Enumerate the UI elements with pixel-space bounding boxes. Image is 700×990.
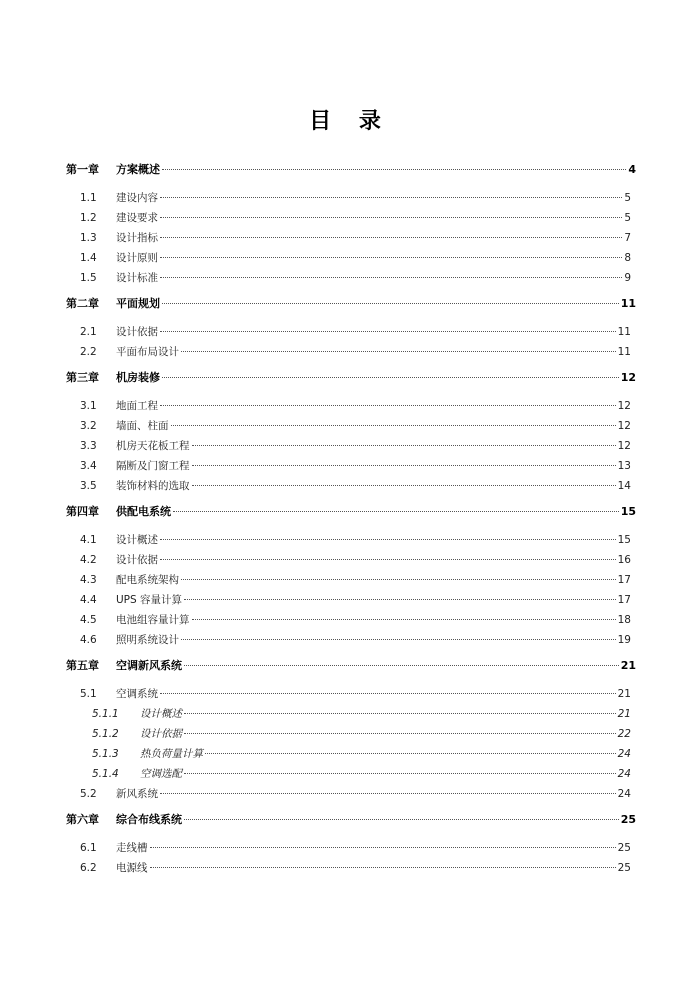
toc-entry-section[interactable] bbox=[80, 439, 631, 453]
toc-entry-label: 设计标准 bbox=[116, 272, 158, 284]
toc-entry-label: 热负荷量计算 bbox=[140, 748, 203, 760]
toc-entry-number: 4.1 bbox=[80, 534, 97, 546]
toc-entry-page-number: 12 bbox=[620, 371, 636, 384]
toc-entry-page-number: 21 bbox=[620, 659, 636, 672]
dot-leader bbox=[160, 793, 616, 794]
toc-entry-page-number: 5 bbox=[624, 212, 631, 224]
dot-leader bbox=[181, 639, 616, 640]
toc-entry-number: 3.4 bbox=[80, 460, 97, 472]
dot-leader bbox=[192, 445, 616, 446]
toc-entry-label: 照明系统设计 bbox=[116, 634, 179, 646]
toc-entry-page-number: 8 bbox=[624, 252, 631, 264]
toc-entry-number: 第二章 bbox=[66, 297, 99, 310]
toc-entry-page-number: 13 bbox=[617, 460, 631, 472]
toc-entry-page-number: 21 bbox=[617, 708, 631, 720]
toc-entry-section[interactable] bbox=[80, 787, 631, 801]
toc-entry-section[interactable] bbox=[80, 191, 631, 205]
dot-leader bbox=[184, 599, 616, 600]
toc-entry-page-number: 24 bbox=[617, 748, 631, 760]
toc-entry-label: 机房装修 bbox=[116, 371, 160, 384]
dot-leader bbox=[184, 733, 616, 734]
toc-entry-number: 5.1.1 bbox=[92, 708, 119, 720]
toc-entry-section[interactable] bbox=[80, 613, 631, 627]
toc-entry-chapter[interactable] bbox=[66, 505, 636, 519]
toc-entry-number: 2.1 bbox=[80, 326, 97, 338]
toc-entry-label: 综合布线系统 bbox=[116, 813, 182, 826]
dot-leader bbox=[184, 773, 616, 774]
toc-entry-page-number: 24 bbox=[617, 788, 631, 800]
toc-entry-number: 1.4 bbox=[80, 252, 97, 264]
toc-entry-section[interactable] bbox=[80, 211, 631, 225]
toc-entry-page-number: 12 bbox=[617, 400, 631, 412]
toc-entry-label: 墙面、柱面 bbox=[116, 420, 169, 432]
toc-entry-page-number: 12 bbox=[617, 420, 631, 432]
toc-entry-chapter[interactable] bbox=[66, 297, 636, 311]
toc-entry-number: 1.1 bbox=[80, 192, 97, 204]
toc-entry-number: 第四章 bbox=[66, 505, 99, 518]
toc-entry-number: 3.1 bbox=[80, 400, 97, 412]
toc-entry-number: 4.3 bbox=[80, 574, 97, 586]
toc-entry-label: 方案概述 bbox=[116, 163, 160, 176]
dot-leader bbox=[160, 217, 622, 218]
toc-entry-subsection[interactable] bbox=[92, 747, 631, 761]
toc-entry-label: 空调系统 bbox=[116, 688, 158, 700]
toc-entry-page-number: 18 bbox=[617, 614, 631, 626]
toc-entry-section[interactable] bbox=[80, 251, 631, 265]
toc-entry-page-number: 7 bbox=[624, 232, 631, 244]
toc-entry-label: UPS 容量计算 bbox=[116, 594, 183, 606]
toc-entry-page-number: 16 bbox=[617, 554, 631, 566]
toc-entry-chapter[interactable] bbox=[66, 813, 636, 827]
toc-entry-page-number: 12 bbox=[617, 440, 631, 452]
toc-entry-number: 第六章 bbox=[66, 813, 99, 826]
toc-entry-section[interactable] bbox=[80, 419, 631, 433]
toc-entry-number: 1.2 bbox=[80, 212, 97, 224]
dot-leader bbox=[160, 693, 616, 694]
toc-entry-page-number: 22 bbox=[617, 728, 631, 740]
toc-entry-chapter[interactable] bbox=[66, 659, 636, 673]
toc-entry-page-number: 25 bbox=[617, 842, 631, 854]
toc-entry-page-number: 25 bbox=[617, 862, 631, 874]
toc-entry-page-number: 14 bbox=[617, 480, 631, 492]
toc-entry-number: 5.1.2 bbox=[92, 728, 119, 740]
dot-leader bbox=[162, 303, 619, 304]
toc-entry-number: 5.2 bbox=[80, 788, 97, 800]
dot-leader bbox=[160, 539, 616, 540]
toc-entry-section[interactable] bbox=[80, 271, 631, 285]
toc-entry-label: 走线槽 bbox=[116, 842, 148, 854]
toc-entry-label: 隔断及门窗工程 bbox=[116, 460, 190, 472]
dot-leader bbox=[162, 169, 626, 170]
dot-leader bbox=[160, 559, 616, 560]
toc-entry-section[interactable] bbox=[80, 325, 631, 339]
toc-entry-label: 建设内容 bbox=[116, 192, 158, 204]
toc-entry-number: 3.5 bbox=[80, 480, 97, 492]
toc-entry-page-number: 11 bbox=[617, 326, 631, 338]
toc-entry-page-number: 4 bbox=[628, 163, 636, 176]
toc-entry-subsection[interactable] bbox=[92, 707, 631, 721]
toc-entry-number: 6.2 bbox=[80, 862, 97, 874]
toc-entry-label: 装饰材料的选取 bbox=[116, 480, 190, 492]
dot-leader bbox=[150, 847, 616, 848]
toc-entry-page-number: 21 bbox=[617, 688, 631, 700]
toc-entry-label: 新风系统 bbox=[116, 788, 158, 800]
dot-leader bbox=[160, 277, 622, 278]
dot-leader bbox=[184, 713, 616, 714]
toc-entry-number: 第五章 bbox=[66, 659, 99, 672]
toc-entry-number: 3.2 bbox=[80, 420, 97, 432]
toc-entry-page-number: 17 bbox=[617, 574, 631, 586]
dot-leader bbox=[150, 867, 616, 868]
toc-entry-subsection[interactable] bbox=[92, 767, 631, 781]
toc-entry-chapter[interactable] bbox=[66, 371, 636, 385]
toc-title: 目 录 bbox=[309, 109, 391, 134]
toc-entry-page-number: 19 bbox=[617, 634, 631, 646]
dot-leader bbox=[184, 819, 619, 820]
toc-entry-page-number: 25 bbox=[620, 813, 636, 826]
toc-entry-number: 3.3 bbox=[80, 440, 97, 452]
dot-leader bbox=[184, 665, 619, 666]
dot-leader bbox=[162, 377, 619, 378]
toc-entry-number: 4.2 bbox=[80, 554, 97, 566]
dot-leader bbox=[160, 197, 622, 198]
toc-entry-number: 第三章 bbox=[66, 371, 99, 384]
dot-leader bbox=[192, 465, 616, 466]
toc-entry-number: 6.1 bbox=[80, 842, 97, 854]
toc-entry-label: 空调选配 bbox=[140, 768, 182, 780]
toc-entry-page-number: 9 bbox=[624, 272, 631, 284]
toc-entry-section[interactable] bbox=[80, 345, 631, 359]
toc-entry-label: 地面工程 bbox=[116, 400, 158, 412]
toc-entry-label: 电池组容量计算 bbox=[116, 614, 190, 626]
toc-entry-number: 2.2 bbox=[80, 346, 97, 358]
toc-entry-page-number: 15 bbox=[617, 534, 631, 546]
toc-entry-label: 设计依据 bbox=[116, 554, 158, 566]
toc-entry-page-number: 17 bbox=[617, 594, 631, 606]
toc-entry-section[interactable] bbox=[80, 399, 631, 413]
toc-entry-section[interactable] bbox=[80, 553, 631, 567]
toc-entry-section[interactable] bbox=[80, 459, 631, 473]
dot-leader bbox=[160, 237, 622, 238]
toc-entry-section[interactable] bbox=[80, 533, 631, 547]
toc-entry-label: 设计概述 bbox=[116, 534, 158, 546]
toc-entry-label: 设计依据 bbox=[140, 728, 182, 740]
dot-leader bbox=[160, 331, 616, 332]
toc-entry-label: 设计原则 bbox=[116, 252, 158, 264]
toc-entry-label: 供配电系统 bbox=[116, 505, 171, 518]
dot-leader bbox=[160, 257, 622, 258]
toc-entry-page-number: 24 bbox=[617, 768, 631, 780]
dot-leader bbox=[192, 485, 616, 486]
toc-entry-page-number: 11 bbox=[620, 297, 636, 310]
toc-entry-chapter[interactable] bbox=[66, 163, 636, 177]
toc-entry-number: 4.5 bbox=[80, 614, 97, 626]
dot-leader bbox=[192, 619, 616, 620]
dot-leader bbox=[181, 579, 616, 580]
toc-entry-label: 空调新风系统 bbox=[116, 659, 182, 672]
toc-entry-label: 平面布局设计 bbox=[116, 346, 179, 358]
toc-entry-label: 建设要求 bbox=[116, 212, 158, 224]
toc-entry-label: 设计指标 bbox=[116, 232, 158, 244]
toc-entry-number: 5.1.4 bbox=[92, 768, 119, 780]
dot-leader bbox=[173, 511, 619, 512]
toc-entry-section[interactable] bbox=[80, 861, 631, 875]
dot-leader bbox=[160, 405, 616, 406]
toc-entry-page-number: 5 bbox=[624, 192, 631, 204]
toc-entry-number: 4.6 bbox=[80, 634, 97, 646]
toc-entry-section[interactable] bbox=[80, 573, 631, 587]
toc-entry-number: 5.1.3 bbox=[92, 748, 119, 760]
toc-entry-label: 电源线 bbox=[116, 862, 148, 874]
toc-entry-page-number: 15 bbox=[620, 505, 636, 518]
toc-entry-label: 设计依据 bbox=[116, 326, 158, 338]
toc-entry-label: 机房天花板工程 bbox=[116, 440, 190, 452]
toc-entry-subsection[interactable] bbox=[92, 727, 631, 741]
toc-entry-section[interactable] bbox=[80, 687, 631, 701]
toc-entry-number: 第一章 bbox=[66, 163, 99, 176]
toc-entry-section[interactable] bbox=[80, 841, 631, 855]
toc-entry-label: 设计概述 bbox=[140, 708, 182, 720]
toc-entry-page-number: 11 bbox=[617, 346, 631, 358]
toc-entry-section[interactable] bbox=[80, 593, 631, 607]
dot-leader bbox=[171, 425, 616, 426]
toc-entry-number: 1.5 bbox=[80, 272, 97, 284]
toc-entry-number: 5.1 bbox=[80, 688, 97, 700]
toc-entry-section[interactable] bbox=[80, 633, 631, 647]
toc-entry-number: 1.3 bbox=[80, 232, 97, 244]
toc-entry-section[interactable] bbox=[80, 231, 631, 245]
dot-leader bbox=[181, 351, 616, 352]
toc-entry-number: 4.4 bbox=[80, 594, 97, 606]
toc-entry-section[interactable] bbox=[80, 479, 631, 493]
dot-leader bbox=[205, 753, 616, 754]
toc-entry-label: 平面规划 bbox=[116, 297, 160, 310]
toc-entry-label: 配电系统架构 bbox=[116, 574, 179, 586]
